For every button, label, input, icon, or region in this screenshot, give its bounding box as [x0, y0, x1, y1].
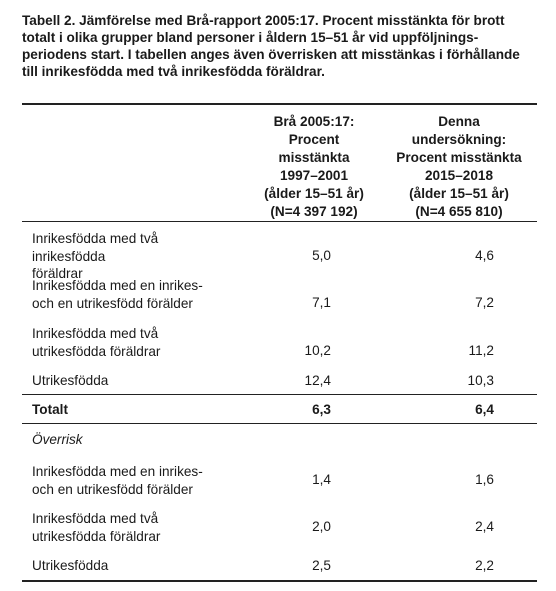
row-value-bra: 12,4 — [304, 373, 331, 388]
risk-row-label — [32, 510, 232, 545]
caption-line: totalt i olika grupper bland personer i åldern 15–51 år vid uppföljnings- — [22, 30, 479, 45]
column-header-line: 1997–2001 — [279, 168, 349, 183]
row-label-line: Inrikesfödda med två — [32, 511, 159, 526]
table-caption — [22, 12, 542, 80]
total-value-bra: 6,3 — [312, 402, 331, 417]
column-header-line: (N=4 655 810) — [415, 204, 503, 219]
total-label: Totalt — [32, 402, 68, 417]
column-header-line: (N=4 397 192) — [270, 204, 358, 219]
column-header-line: (ålder 15–51 år) — [264, 186, 364, 201]
row-value-bra: 5,0 — [312, 248, 331, 263]
risk-value-bra: 2,5 — [312, 558, 331, 573]
top-rule — [22, 103, 537, 105]
row-label — [32, 325, 232, 360]
column-header-line: Procent — [288, 132, 340, 147]
row-label — [32, 372, 232, 390]
row-value-this-study: 7,2 — [475, 295, 494, 310]
row-label — [32, 277, 232, 312]
column-header-bra-2005 — [250, 113, 378, 221]
total-value-this-study: 6,4 — [475, 402, 494, 417]
row-label-line: Utrikesfödda — [32, 373, 109, 388]
total-bottom-rule — [22, 423, 537, 424]
caption-line: periodens start. I tabellen anges även överrisken att misstänkas i förhållande — [22, 47, 520, 62]
row-label-line: Inrikesfödda med två inrikesfödda — [32, 231, 159, 264]
row-value-bra: 10,2 — [304, 343, 331, 358]
column-header-line: 2015–2018 — [424, 168, 494, 183]
bottom-rule — [22, 580, 537, 582]
risk-value-this-study: 2,2 — [475, 558, 494, 573]
column-header-line: Brå 2005:17: — [273, 114, 355, 129]
row-label-line: Inrikesfödda med en inrikes- — [32, 464, 203, 479]
column-header-line: undersökning: — [411, 132, 507, 147]
row-value-this-study: 11,2 — [468, 343, 494, 358]
column-header-line: Procent misstänkta — [396, 150, 522, 165]
row-label-line: utrikesfödda föräldrar — [32, 343, 161, 359]
row-value-this-study: 4,6 — [475, 248, 494, 263]
row-label-line: och en utrikesfödd förälder — [32, 295, 193, 311]
row-label-line: och en utrikesfödd förälder — [32, 481, 193, 497]
row-value-bra: 7,1 — [312, 295, 331, 310]
total-top-rule — [22, 394, 537, 395]
row-label-line: utrikesfödda föräldrar — [32, 528, 161, 544]
risk-value-bra: 1,4 — [312, 472, 331, 487]
risk-row-label — [32, 463, 232, 498]
row-value-this-study: 10,3 — [467, 373, 494, 388]
risk-row-label — [32, 557, 232, 575]
row-label — [32, 230, 232, 283]
row-label-line: Utrikesfödda — [32, 558, 109, 573]
caption-line: till inrikesfödda med två inrikesfödda föräldrar. — [22, 64, 325, 79]
column-header-line: Denna — [438, 114, 480, 129]
risk-value-bra: 2,0 — [312, 519, 331, 534]
section-heading-overrisk: Överrisk — [32, 432, 83, 447]
column-header-this-study — [388, 113, 530, 221]
column-header-line: misstänkta — [278, 150, 350, 165]
caption-line: Tabell 2. Jämförelse med Brå-rapport 2005:17. Procent misstänkta för brott — [22, 13, 505, 28]
column-header-line: (ålder 15–51 år) — [409, 186, 509, 201]
row-label-line: Inrikesfödda med en inrikes- — [32, 278, 203, 293]
row-label-line: Inrikesfödda med två — [32, 326, 159, 341]
risk-value-this-study: 1,6 — [475, 472, 494, 487]
row-label-line: föräldrar — [32, 266, 83, 281]
risk-value-this-study: 2,4 — [475, 519, 494, 534]
header-rule — [22, 221, 537, 222]
